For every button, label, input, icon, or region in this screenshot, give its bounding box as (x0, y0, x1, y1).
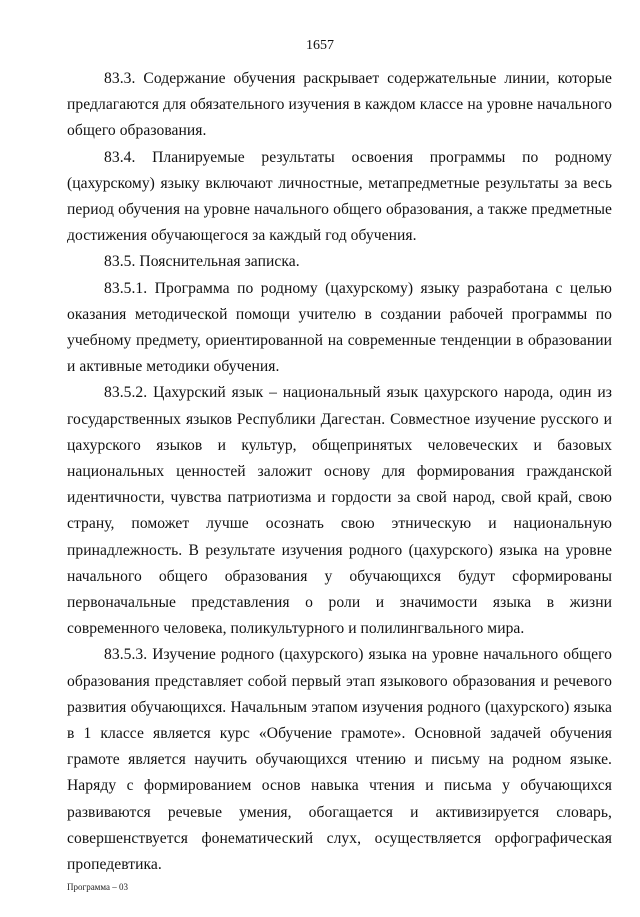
paragraph-83-5: 83.5. Пояснительная записка. (104, 253, 300, 271)
page-number: 1657 (306, 38, 334, 53)
page-footer: Программа – 03 (67, 882, 129, 892)
paragraph-83-5-1: 83.5.1. Программа по родному (цахурскому) языку разработана с целью оказания методической помощи учителю в создании рабочей программы по учебному предмету, ориентированной на современные тенденции в образовании и активные методики обучения. (67, 279, 612, 376)
paragraph-83-3: 83.3. Содержание обучения раскрывает содержательные линии, которые предлагаются для обязательного изучения в каждом классе на уровне начального общего образования. (67, 70, 612, 140)
paragraph-83-5-2: 83.5.2. Цахурский язык – национальный язык цахурского народа, один из государственных языков Республики Дагестан. Совместное изучение русского и цахурского языков и культур, общепринятых человеческих и базовых национальных ценностей заложит основу для формирования гражданской идентичности, чувства патриотизма и гордости за свой народ, свой край, свою страну, поможет лучше осознать свою этническую и национальную принадлежность. В результате изучения родного (цахурского) языка на уровне начального общего образования у обучающихся будут сформированы первоначальные представления о роли и значимости языка в жизни современного человека, поликультурного и полилингвального мира. (67, 384, 612, 638)
paragraph-83-4: 83.4. Планируемые результаты освоения программы по родному (цахурскому) языку включают личностные, метапредметные результаты за весь период обучения на уровне начального общего образования, а также предметные достижения обучающегося за каждый год обучения. (67, 148, 612, 245)
paragraph-83-5-3: 83.5.3. Изучение родного (цахурского) языка на уровне начального общего образования представляет собой первый этап языкового образования и речевого развития обучающихся. Начальным этапом изучения родного (цахурского) языка в 1 классе является курс «Обучение грамоте». Основной задачей обучения грамоте является научить обучающихся чтению и письму на родном языке. Наряду с формированием основ навыка чтения и письма у обучающихся развиваются речевые умения, обогащается и активизируется словарь, совершенствуется фонематический слух, осуществляется орфографическая пропедевтика. (67, 646, 612, 874)
document-body (67, 66, 612, 878)
